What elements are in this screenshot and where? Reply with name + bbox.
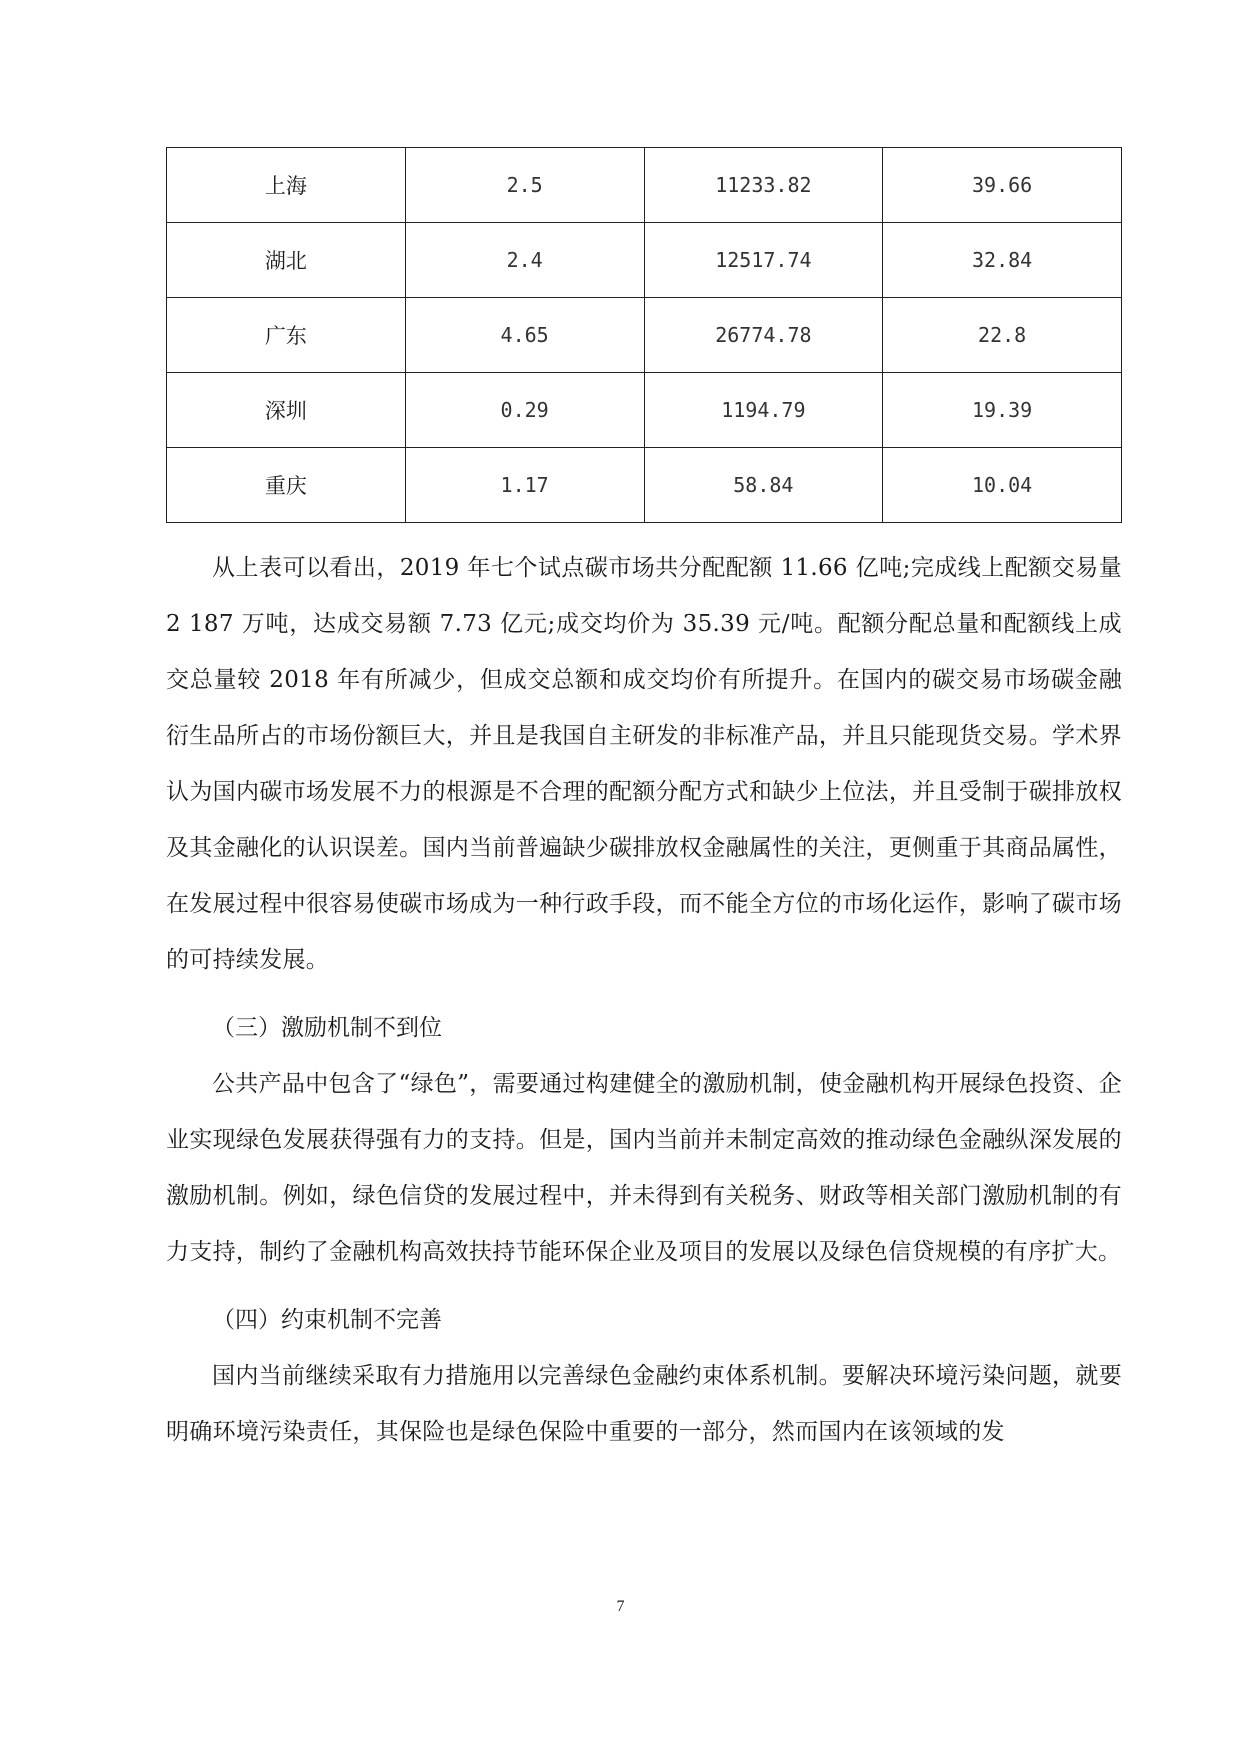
table-row bbox=[167, 373, 1122, 448]
paragraph-constraint: 国内当前继续采取有力措施用以完善绿色金融约束体系机制。要解决环境污染问题，就要明确环境污染责任，其保险也是绿色保险中重要的一部分，然而国内在该领域的发 bbox=[166, 1363, 1122, 1445]
table-cell: 重庆 bbox=[167, 448, 406, 523]
table-cell: 湖北 bbox=[167, 223, 406, 298]
table-cell: 12517.74 bbox=[644, 223, 883, 298]
table-cell: 4.65 bbox=[405, 298, 644, 373]
table-row bbox=[167, 148, 1122, 223]
section-heading-incentive: （三）激励机制不到位 bbox=[212, 1015, 442, 1041]
table-cell: 2.4 bbox=[405, 223, 644, 298]
table-cell: 1.17 bbox=[405, 448, 644, 523]
table-cell: 10.04 bbox=[883, 448, 1122, 523]
paragraph-incentive: 公共产品中包含了“绿色”，需要通过构建健全的激励机制，使金融机构开展绿色投资、企业实现绿色发展获得强有力的支持。但是，国内当前并未制定高效的推动绿色金融纵深发展的激励机制。例如，绿色信贷的发展过程中，并未得到有关税务、财政等相关部门激励机制的有力支持，制约了金融机构高效扶持节能环保企业及项目的发展以及绿色信贷规模的有序扩大。 bbox=[166, 1071, 1122, 1265]
table-cell: 26774.78 bbox=[644, 298, 883, 373]
paragraph-table-analysis: 从上表可以看出，2019 年七个试点碳市场共分配配额 11.66 亿吨;完成线上配额交易量2 187 万吨，达成交易额 7.73 亿元;成交均价为 35.39 元/吨。配额分配总量和配额线上成交总量较 2018 年有所减少，但成交总额和成交均价有所提升。在国内的碳交易市场碳金融衍生品所占的市场份额巨大，并且是我国自主研发的非标准产品，并且只能现货交易。学术界认为国内碳市场发展不力的根源是不合理的配额分配方式和缺少上位法，并且受制于碳排放权及其金融化的认识误差。国内当前普遍缺少碳排放权金融属性的关注，更侧重于其商品属性，在发展过程中很容易使碳市场成为一种行政手段，而不能全方位的市场化运作，影响了碳市场的可持续发展。 bbox=[166, 555, 1122, 973]
table-cell: 1194.79 bbox=[644, 373, 883, 448]
table-row bbox=[167, 298, 1122, 373]
table-cell: 11233.82 bbox=[644, 148, 883, 223]
table-row bbox=[167, 448, 1122, 523]
table-cell: 2.5 bbox=[405, 148, 644, 223]
table-cell: 22.8 bbox=[883, 298, 1122, 373]
carbon-market-table bbox=[166, 147, 1122, 523]
table-cell: 深圳 bbox=[167, 373, 406, 448]
table-cell: 32.84 bbox=[883, 223, 1122, 298]
document-body bbox=[166, 540, 1122, 1460]
table-row bbox=[167, 223, 1122, 298]
table-cell: 58.84 bbox=[644, 448, 883, 523]
table-cell: 39.66 bbox=[883, 148, 1122, 223]
table-cell: 19.39 bbox=[883, 373, 1122, 448]
page-number: 7 bbox=[616, 1598, 625, 1615]
table-cell: 广东 bbox=[167, 298, 406, 373]
table-cell: 0.29 bbox=[405, 373, 644, 448]
section-heading-constraint: （四）约束机制不完善 bbox=[212, 1307, 442, 1333]
table-cell: 上海 bbox=[167, 148, 406, 223]
